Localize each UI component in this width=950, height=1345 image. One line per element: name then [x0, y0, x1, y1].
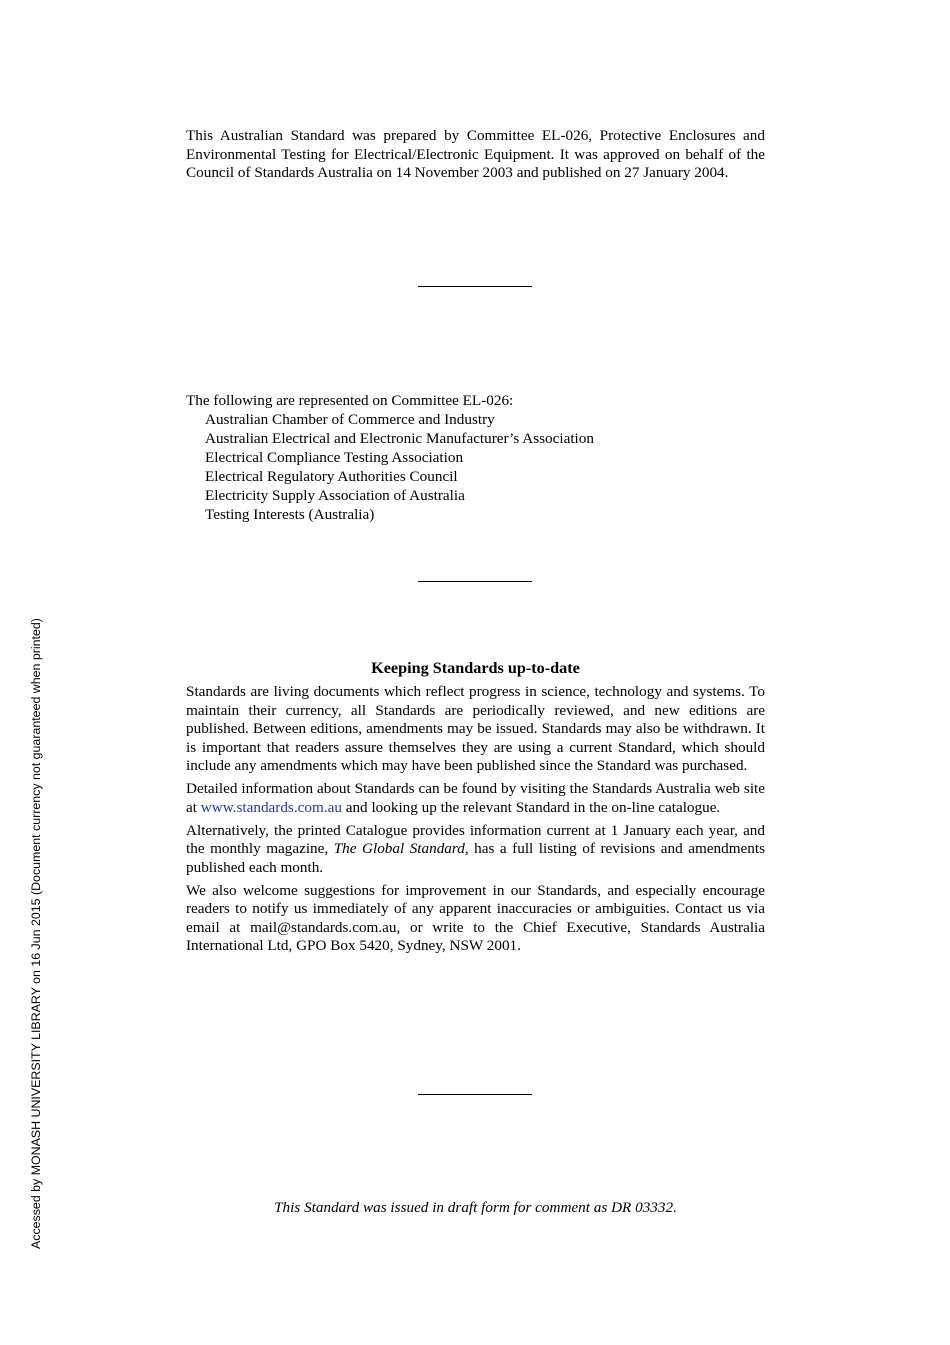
keeping-standards-section — [186, 683, 765, 960]
committee-member-list — [186, 410, 765, 524]
standards-website-link[interactable]: www.standards.com.au — [200, 798, 342, 816]
divider-rule — [418, 581, 532, 582]
keeping-paragraph-2 — [186, 780, 765, 817]
keeping-standards-title: Keeping Standards up-to-date — [371, 659, 580, 677]
access-watermark: Accessed by MONASH UNIVERSITY LIBRARY on 16 Jun 2015 (Document currency not guaranteed when printed) — [29, 618, 43, 1249]
committee-heading: The following are represented on Committee EL-026: — [186, 392, 514, 409]
keeping-paragraph-1: Standards are living documents which reflect progress in science, technology and systems. To maintain their currency, all Standards are periodically reviewed, and new editions are published. Between editions, amendments may be issued. Standards may also be withdrawn. It is important that readers assure themselves they are using a current Standard, which should include any amendments which may have been published since the Standard was purchased. — [186, 683, 765, 774]
divider-rule — [418, 286, 532, 287]
committee-section — [186, 391, 765, 524]
keeping-paragraph-3 — [186, 822, 765, 878]
preparation-statement: This Australian Standard was prepared by Committee EL-026, Protective Enclosures and Environmental Testing for Electrical/Electronic Equipment. It was approved on behalf of the Council of Standards Australia on 14 November 2003 and published on 27 January 2004. — [186, 127, 765, 181]
divider-rule — [418, 1094, 532, 1095]
magazine-title: The Global Standard — [333, 840, 465, 857]
keeping-p3-text-end: , has a full listing of revisions and amendments published each month. — [186, 840, 766, 876]
committee-member: Electrical Compliance Testing Association — [205, 449, 464, 466]
keeping-p2-text-end: and looking up the relevant Standard in the on-line catalogue. — [341, 798, 721, 816]
keeping-paragraph-4: We also welcome suggestions for improvement in our Standards, and especially encourage readers to notify us immediately of any apparent inaccuracies or ambiguities. Contact us via email at mail@standards.com.au, or write to the Chief Executive, Standards Australia International Ltd, GPO Box 5420, Sydney, NSW 2001. — [186, 881, 765, 954]
keeping-p3-text: Alternatively, the printed Catalogue provides information current at 1 January each year, and the monthly magazine, — [186, 821, 765, 857]
keeping-p2-text: Detailed information about Standards can be found by visiting the Standards Australia web site at — [186, 780, 765, 816]
committee-member: Australian Chamber of Commerce and Industry — [205, 411, 495, 428]
committee-member: Electricity Supply Association of Australia — [205, 487, 465, 504]
draft-issue-note: This Standard was issued in draft form for comment as DR 03332. — [274, 1199, 677, 1216]
committee-member: Electrical Regulatory Authorities Council — [205, 468, 458, 485]
committee-member: Testing Interests (Australia) — [205, 506, 375, 523]
committee-member: Australian Electrical and Electronic Manufacturer’s Association — [205, 430, 594, 447]
